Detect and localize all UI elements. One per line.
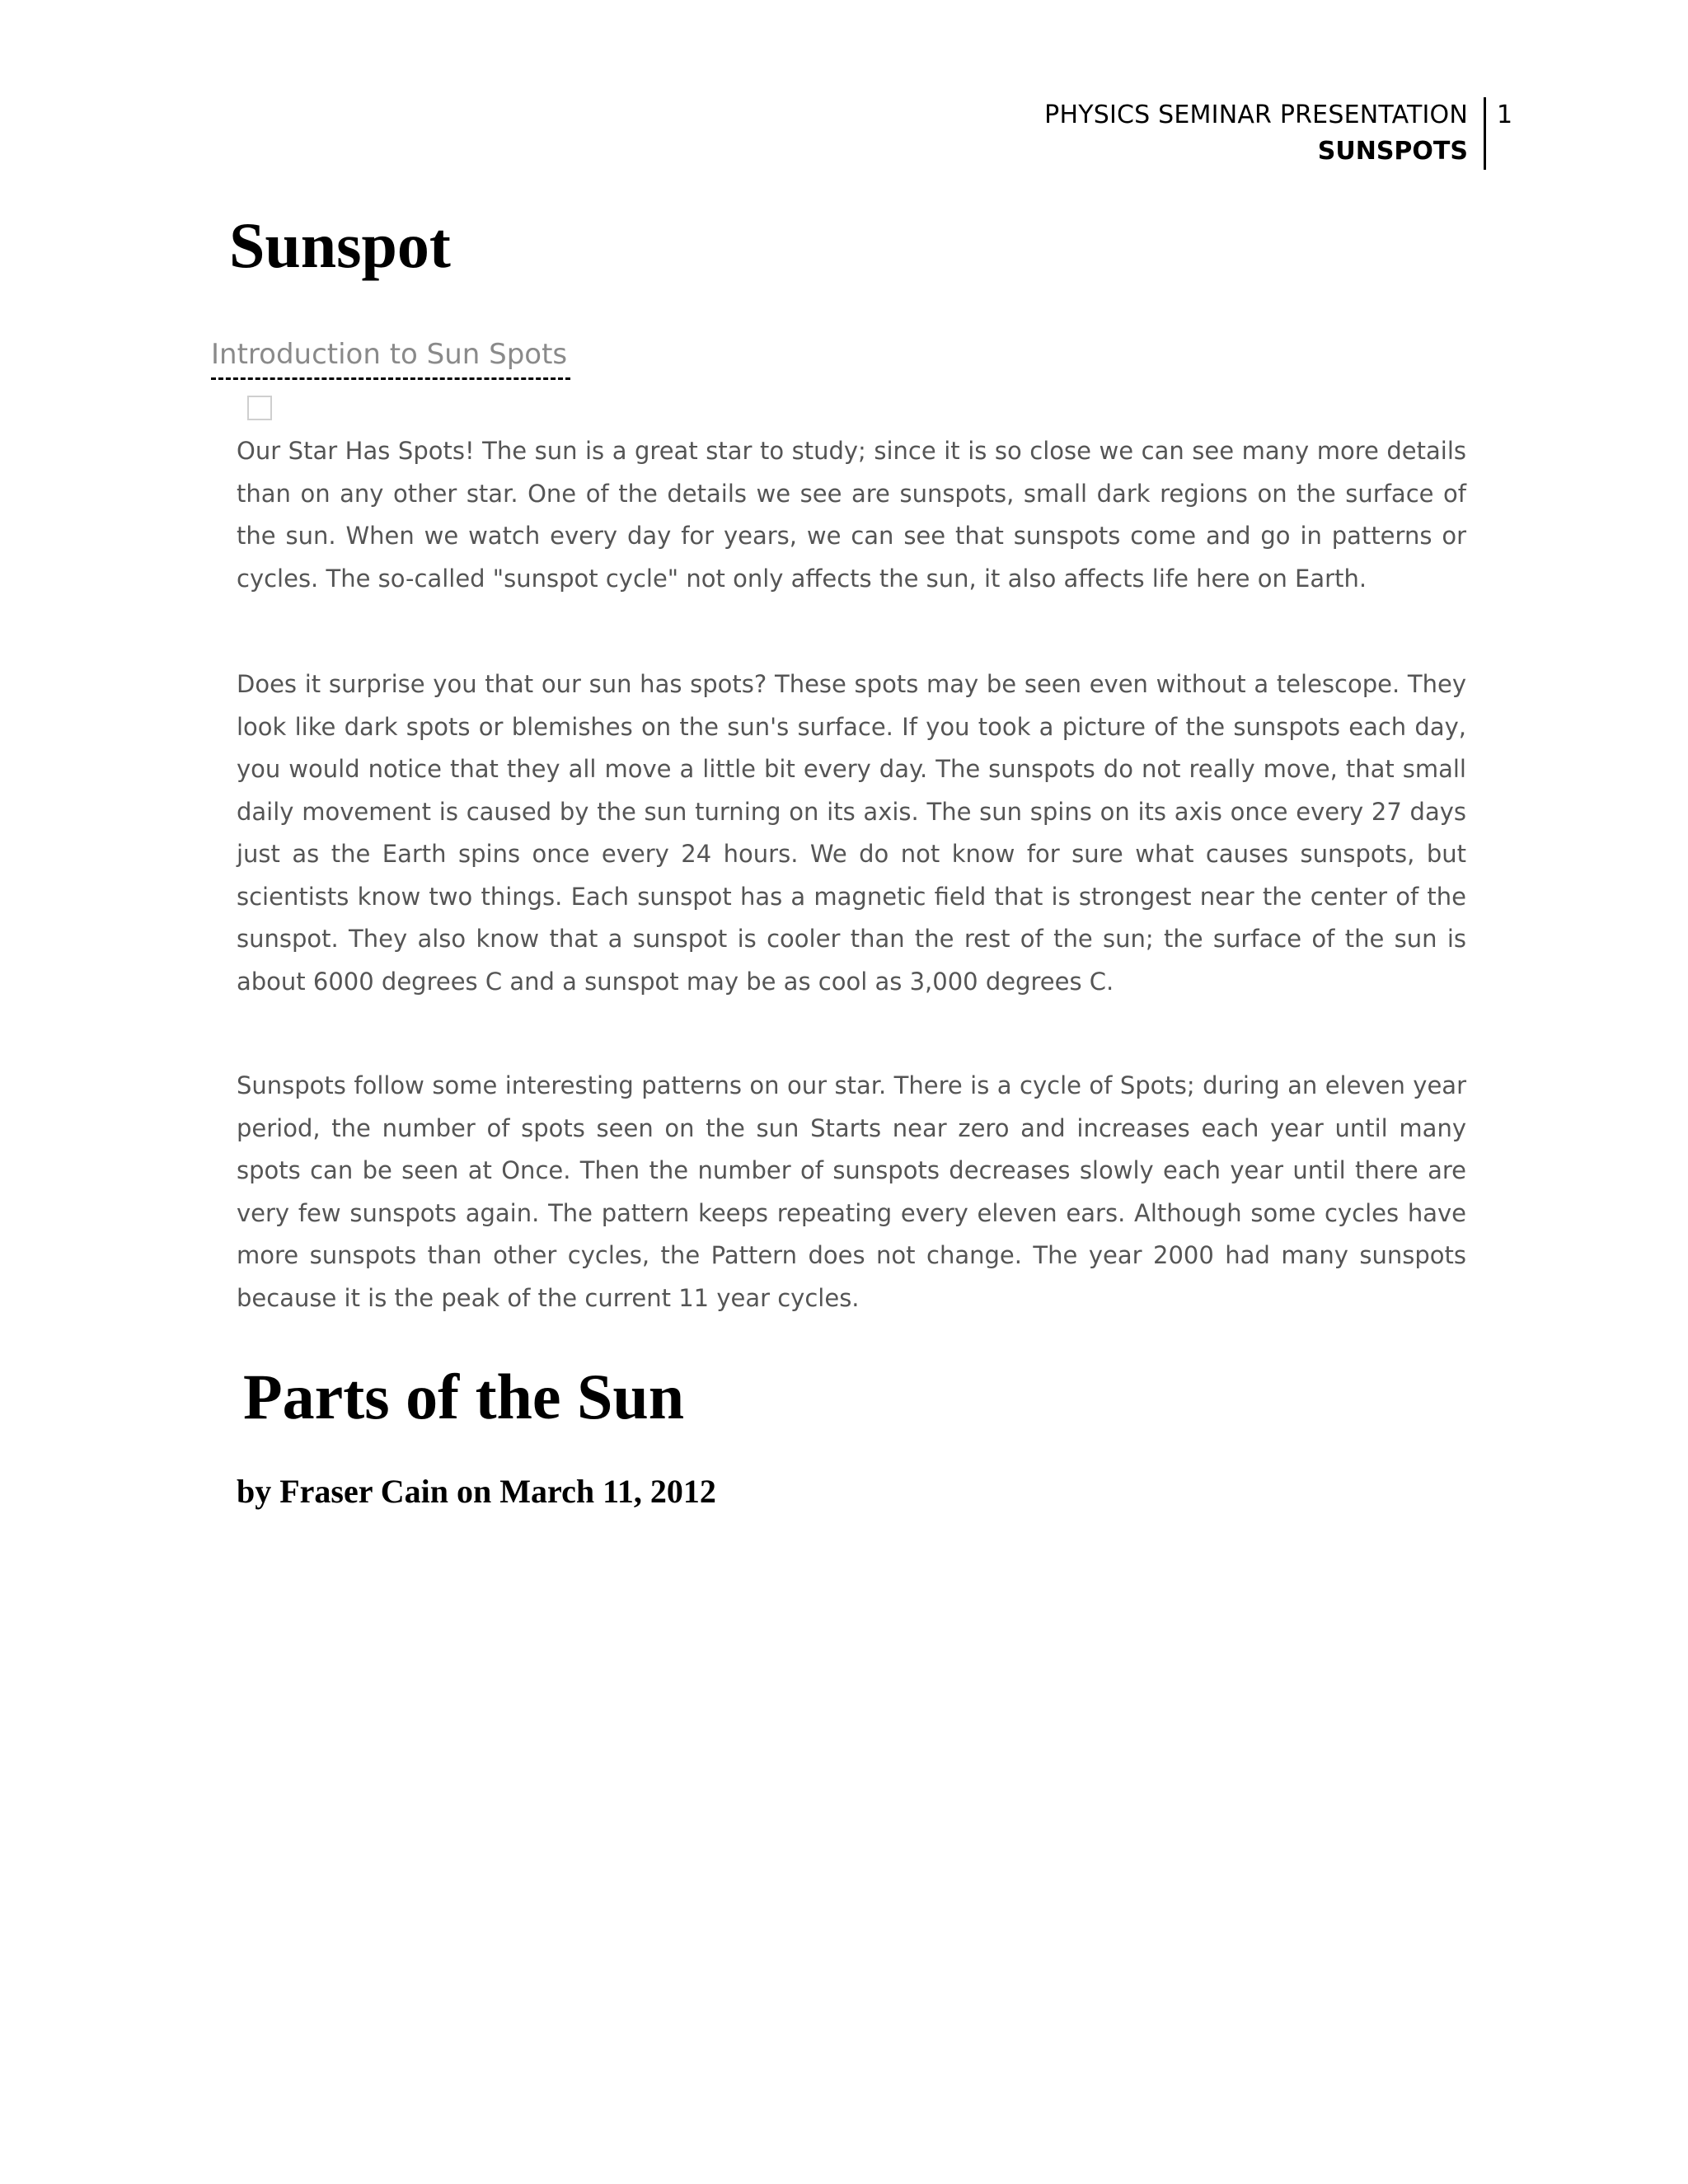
paragraph-spots: Does it surprise you that our sun has spots? These spots may be seen even without a telescope. They look like dark spots or blemishes on the sun's surface. If you took a picture of the sunspots each day, you would notice that they all move a little bit every day. The sunspots do not really move, that small daily movement is caused by the sun turning on its axis. The sun spins on its axis once every 27 days just as the Earth spins once every 24 hours. We do not know for sure what causes sunspots, but scientists know two things. Each sunspot has a magnetic field that is strongest near the center of the sunspot. They also know that a sunspot is cooler than the rest of the sun; the surface of the sun is about 6000 degrees C and a sunspot may be as cool as 3,000 degrees C. [237,670,1466,996]
intro-link[interactable]: Introduction to Sun Spots [211,335,570,380]
header-title: PHYSICS SEMINAR PRESENTATION [1044,101,1468,129]
header-subtitle: SUNSPOTS [1317,137,1468,166]
header-divider [1484,97,1486,170]
paragraph-cycle: Sunspots follow some interesting patterns on our star. There is a cycle of Spots; during an eleven year period, the number of spots seen on the sun Starts near zero and increases each year until many spots can be seen at Once. Then the number of sunspots decreases slowly each year until there are very few sunspots again. The pattern keeps repeating every eleven ears. Although some cycles have more sunspots than other cycles, the Pattern does not change. The year 2000 had many sunspots because it is the peak of the current 11 year cycles. [237,1071,1466,1312]
page-number: 1 [1497,101,1513,129]
page-header [744,97,1486,176]
broken-image-icon [247,396,272,420]
article-byline: by Fraser Cain on March 11, 2012 [237,1473,716,1510]
paragraph-intro: Our Star Has Spots! The sun is a great star to study; since it is so close we can see many more details than on any other star. One of the details we see are sunspots, small dark regions on the surface of the sun. When we watch every day for years, we can see that sunspots come and go in patterns or cycles. The so-called "sunspot cycle" not only affects the sun, it also affects life here on Earth. [237,437,1466,593]
page-title: Sunspot [229,209,451,281]
header-text-block [1044,97,1468,170]
section-title: Parts of the Sun [243,1361,685,1432]
